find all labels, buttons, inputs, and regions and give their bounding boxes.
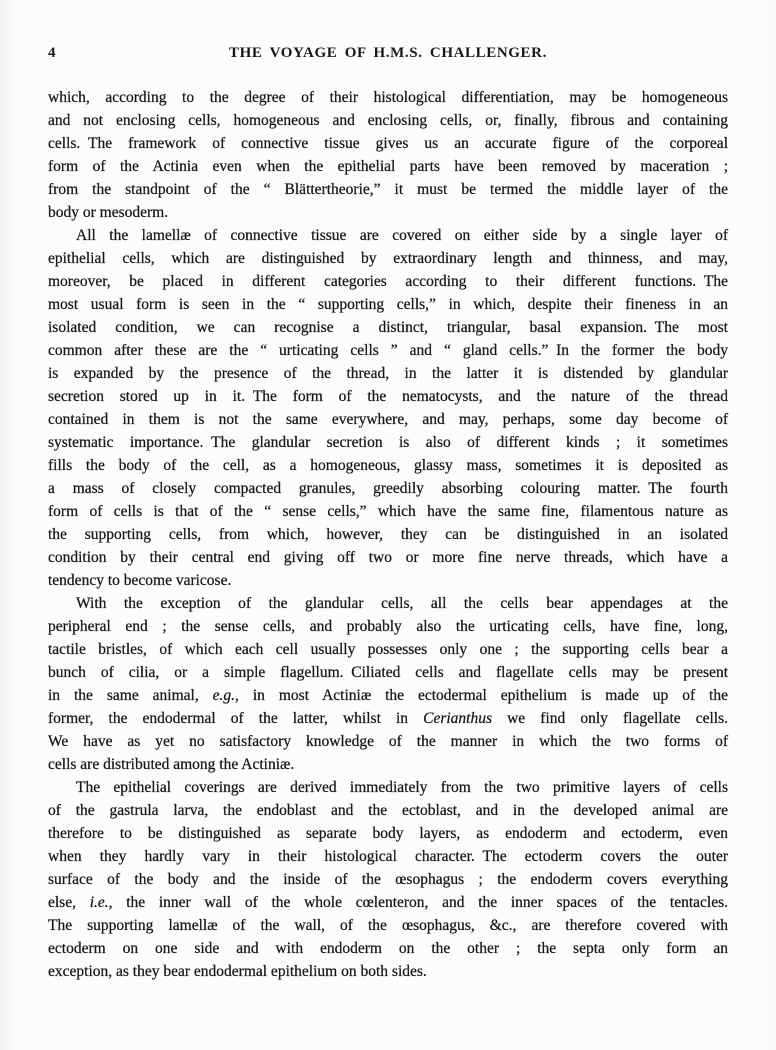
text-line	[48, 362, 728, 385]
text-segment: the inner wall of the whole cœlenteron, and the inner spaces of the tentacles.	[112, 894, 728, 911]
text-segment: is expanded by the presence of the thread, in the latter it is distended by glandular	[48, 365, 728, 382]
text-line	[48, 707, 728, 730]
italic-text: Cerianthus	[423, 710, 493, 727]
text-segment: a mass of closely compacted granules, greedily absorbing colouring matter. The fourth	[48, 480, 728, 497]
text-line	[48, 132, 728, 155]
text-segment: tendency to become varicose.	[48, 572, 232, 589]
paragraph	[48, 86, 728, 224]
text-segment: With the exception of the glandular cells, all the cells bear appendages at the	[76, 595, 728, 612]
text-segment: and not enclosing cells, homogeneous and enclosing cells, or, finally, fibrous and containing	[48, 112, 728, 129]
text-segment: when they hardly vary in their histological character. The ectoderm covers the outer	[48, 848, 728, 865]
text-line	[48, 224, 728, 247]
text-segment: moreover, be placed in different categories according to their different functions. The	[48, 273, 728, 290]
page-header	[48, 45, 728, 67]
text-segment: most usual form is seen in the “ supporting cells,” in which, despite their fineness in an	[48, 296, 728, 313]
text-segment: the supporting cells, from which, however, they can be distinguished in an isolated	[48, 526, 728, 543]
text-segment: secretion stored up in it. The form of the nematocysts, and the nature of the thread	[48, 388, 728, 405]
text-segment: we find only flagellate cells.	[492, 710, 728, 727]
text-segment: which, according to the degree of their histological differentiation, may be homogeneous	[48, 89, 728, 106]
text-line	[48, 178, 728, 201]
text-line	[48, 431, 728, 454]
text-line	[48, 454, 728, 477]
text-line	[48, 684, 728, 707]
text-line	[48, 845, 728, 868]
text-line	[48, 385, 728, 408]
paragraph	[48, 592, 728, 776]
text-line	[48, 569, 728, 592]
text-segment: We have as yet no satisfactory knowledge of the manner in which the two forms of	[48, 733, 728, 750]
page-body	[48, 86, 728, 983]
text-segment: bunch of cilia, or a simple flagellum. Ciliated cells and flagellate cells may be present	[48, 664, 728, 681]
text-segment: contained in them is not the same everywhere, and may, perhaps, some day become of	[48, 411, 728, 428]
text-line	[48, 661, 728, 684]
text-line	[48, 868, 728, 891]
text-line	[48, 638, 728, 661]
text-segment: former, the endodermal of the latter, whilst in	[48, 710, 424, 727]
text-segment: form of the Actinia even when the epithelial parts have been removed by maceration ;	[48, 158, 728, 175]
text-line	[48, 914, 728, 937]
text-segment: isolated condition, we can recognise a distinct, triangular, basal expansion. The most	[48, 319, 728, 336]
text-segment: in most Actiniæ the ectodermal epithelium is made up of the	[238, 687, 728, 704]
text-line	[48, 799, 728, 822]
text-segment: All the lamellæ of connective tissue are covered on either side by a single layer of	[76, 227, 728, 244]
text-line	[48, 339, 728, 362]
text-segment: peripheral end ; the sense cells, and probably also the urticating cells, have fine, long,	[48, 618, 728, 635]
text-segment: cells. The framework of connective tissue gives us an accurate figure of the corporeal	[48, 135, 728, 152]
page-number: 4	[48, 45, 56, 61]
text-line	[48, 546, 728, 569]
text-line	[48, 408, 728, 431]
text-segment: body or mesoderm.	[48, 204, 169, 221]
text-segment: tactile bristles, of which each cell usually possesses only one ; the supporting cells bear a	[48, 641, 728, 658]
text-line	[48, 109, 728, 132]
text-line	[48, 753, 728, 776]
text-line	[48, 960, 728, 983]
text-line	[48, 86, 728, 109]
text-segment: fills the body of the cell, as a homogeneous, glassy mass, sometimes it is deposited as	[48, 457, 728, 474]
text-line	[48, 937, 728, 960]
text-line	[48, 822, 728, 845]
text-segment: from the standpoint of the “ Blättertheorie,” it must be termed the middle layer of the	[48, 181, 728, 198]
text-line	[48, 155, 728, 178]
text-segment: systematic importance. The glandular secretion is also of different kinds ; it sometimes	[48, 434, 728, 451]
italic-text: i.e.,	[89, 894, 113, 911]
text-segment: ectoderm on one side and with endoderm on the other ; the septa only form an	[48, 940, 728, 957]
text-line	[48, 201, 728, 224]
text-line	[48, 592, 728, 615]
text-segment: of the gastrula larva, the endoblast and the ectoblast, and in the developed animal are	[48, 802, 728, 819]
text-line	[48, 615, 728, 638]
text-line	[48, 316, 728, 339]
text-segment: form of cells is that of the “ sense cells,” which have the same fine, filamentous nature as	[48, 503, 728, 520]
text-line	[48, 293, 728, 316]
paragraph	[48, 224, 728, 592]
text-segment: exception, as they bear endodermal epithelium on both sides.	[48, 963, 427, 980]
text-segment: condition by their central end giving off two or more fine nerve threads, which have a	[48, 549, 728, 566]
text-segment: else,	[48, 894, 90, 911]
text-line	[48, 247, 728, 270]
text-line	[48, 891, 728, 914]
text-segment: cells are distributed among the Actiniæ.	[48, 756, 295, 773]
text-segment: surface of the body and the inside of the œsophagus ; the endoderm covers everything	[48, 871, 728, 888]
text-line	[48, 730, 728, 753]
text-segment: The epithelial coverings are derived immediately from the two primitive layers of cells	[76, 779, 728, 796]
text-segment: common after these are the “ urticating cells ” and “ gland cells.” In the former the body	[48, 342, 728, 359]
running-title: THE VOYAGE OF H.M.S. CHALLENGER.	[229, 45, 547, 61]
text-line	[48, 270, 728, 293]
text-segment: in the same animal,	[48, 687, 213, 704]
text-segment: The supporting lamellæ of the wall, of the œsophagus, &c., are therefore covered with	[48, 917, 728, 934]
italic-text: e.g.,	[212, 687, 239, 704]
paragraph	[48, 776, 728, 983]
text-line	[48, 500, 728, 523]
text-line	[48, 477, 728, 500]
text-line	[48, 523, 728, 546]
text-segment: therefore to be distinguished as separate body layers, as endoderm and ectoderm, even	[48, 825, 728, 842]
text-segment: epithelial cells, which are distinguished by extraordinary length and thinness, and may,	[48, 250, 728, 267]
text-line	[48, 776, 728, 799]
